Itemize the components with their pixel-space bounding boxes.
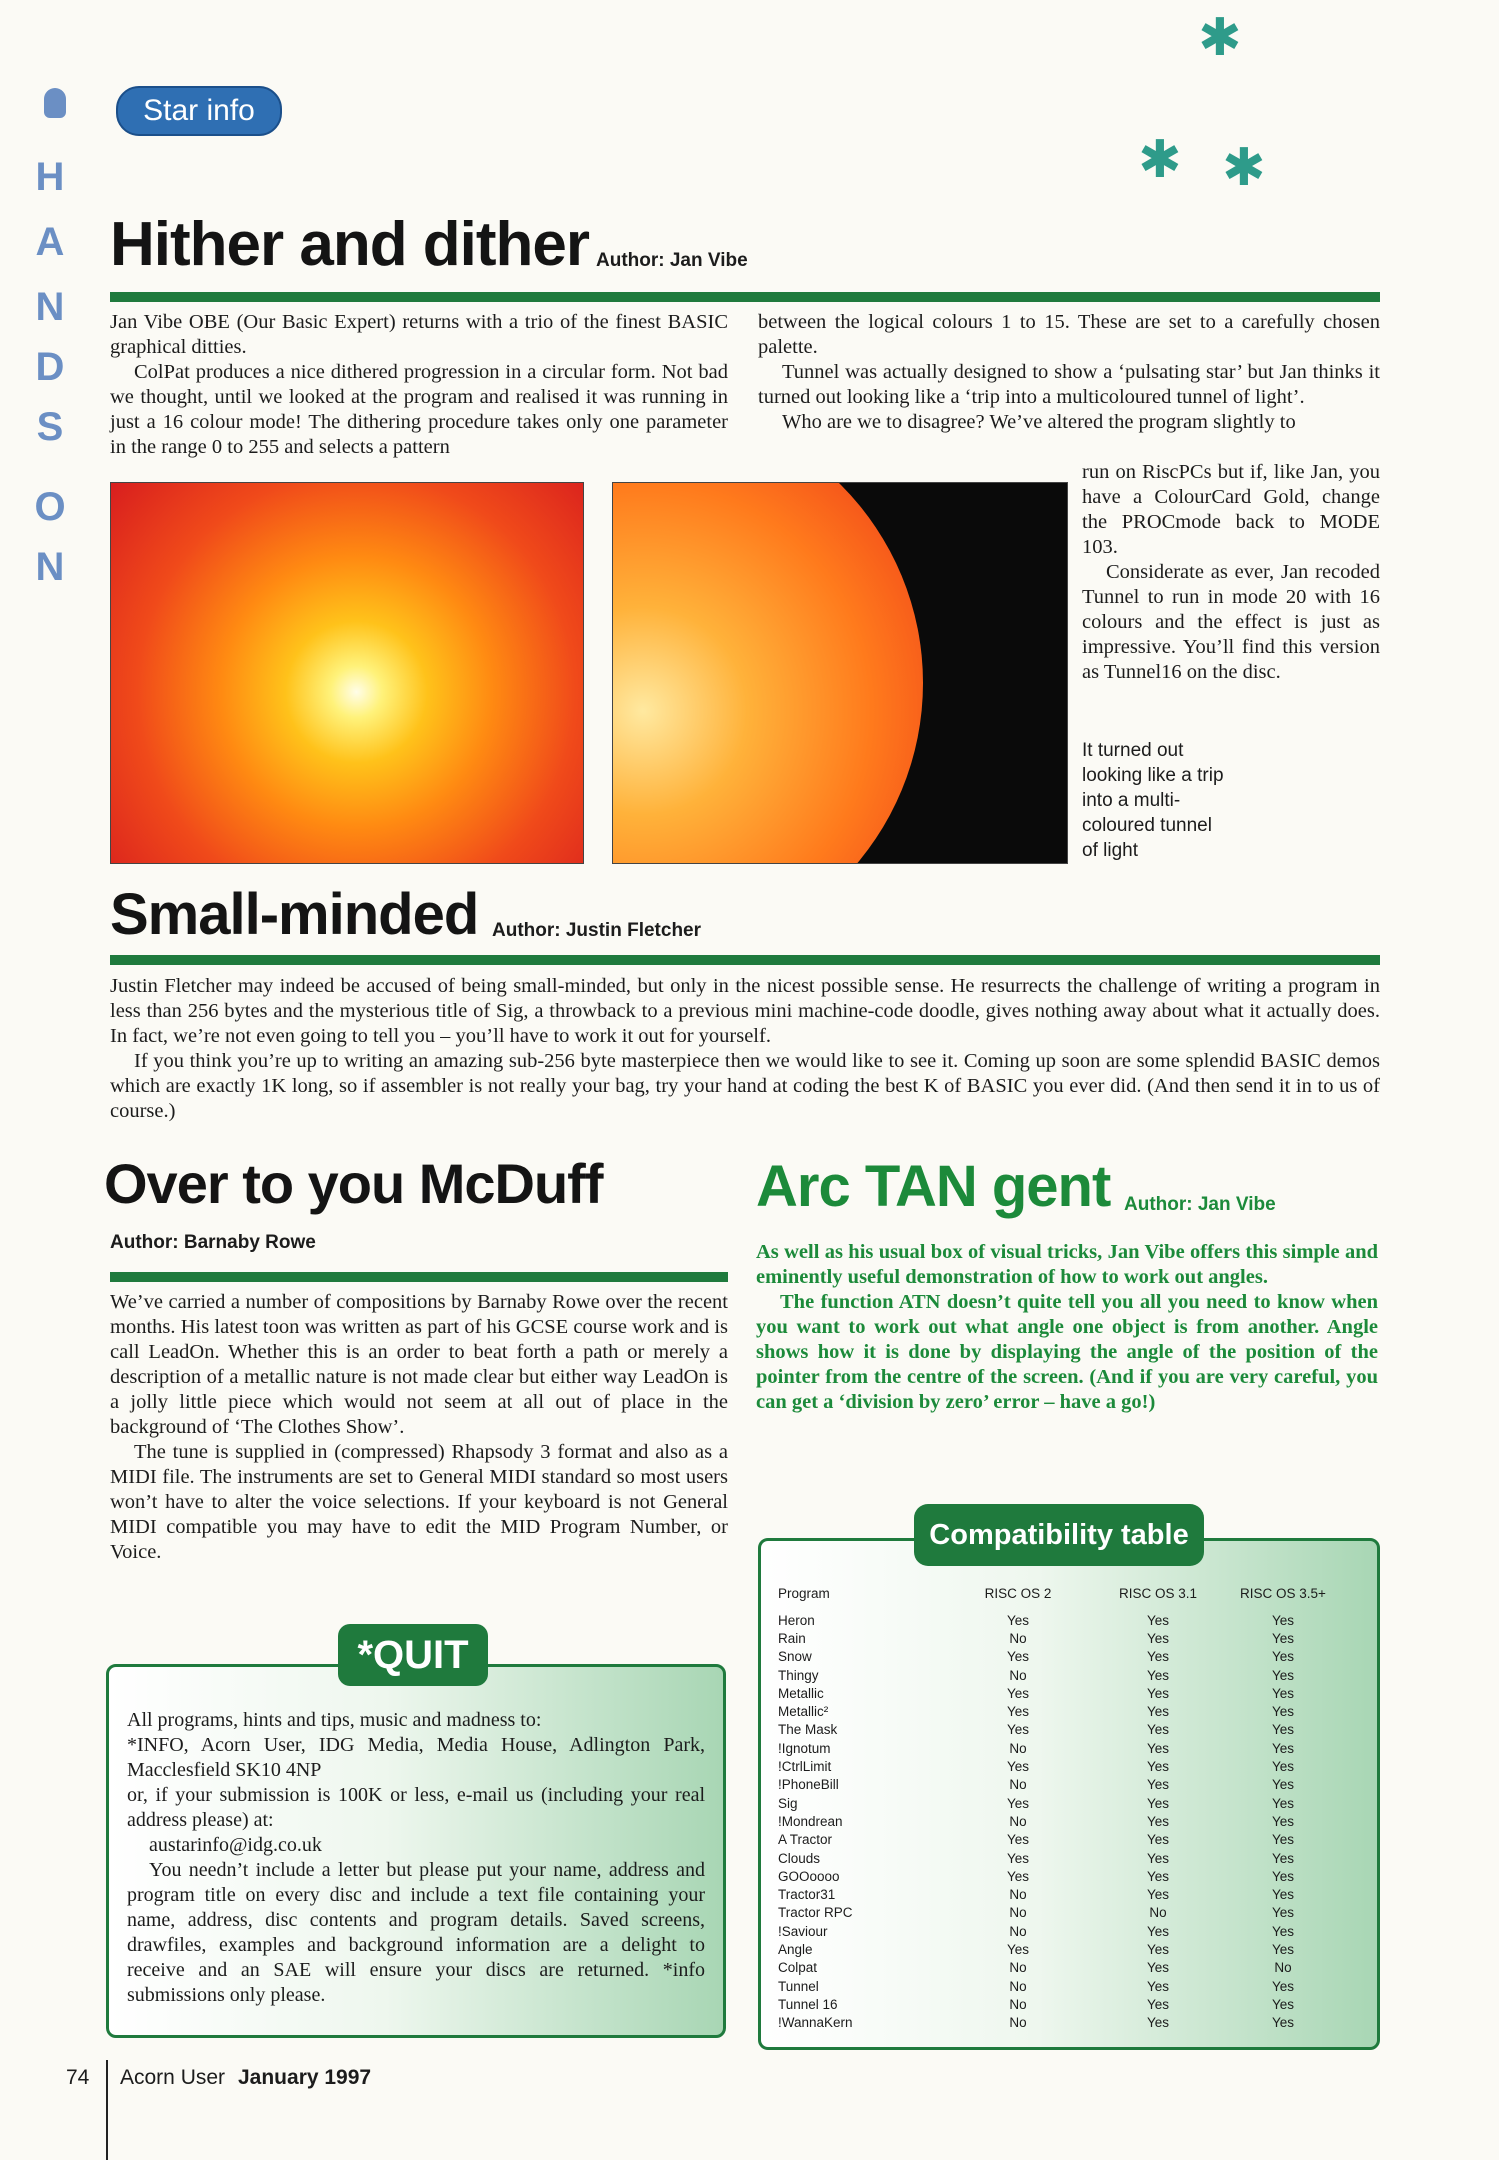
compat-value-cell: Yes xyxy=(1146,1685,1170,1701)
compat-value-cell: No xyxy=(1009,1667,1027,1683)
quit-line: All programs, hints and tips, music and madness to: xyxy=(127,1709,542,1731)
quit-address: *INFO, Acorn User, IDG Media, Media House, Adlington Park, Macclesfield SK10 4NP xyxy=(127,1734,705,1781)
compat-value-cell: Yes xyxy=(1271,1759,1295,1775)
article-title: Small-minded xyxy=(110,882,479,947)
compat-value-cell: Yes xyxy=(1006,1759,1030,1775)
divider xyxy=(110,955,1380,965)
compat-value-cell: Yes xyxy=(1006,1704,1030,1720)
program-name-cell: Metallic² xyxy=(778,1704,829,1720)
compat-value-cell: Yes xyxy=(1006,1612,1030,1628)
table-row xyxy=(778,1648,1338,1666)
program-name-cell: A Tractor xyxy=(778,1832,833,1848)
compat-value-cell: Yes xyxy=(1146,1978,1170,1994)
compat-value-cell: Yes xyxy=(1006,1832,1030,1848)
paragraph: As well as his usual box of visual tricks, Jan Vibe offers this simple and eminently useful demonstration of how to work out angles. xyxy=(756,1241,1378,1288)
compat-value-cell: Yes xyxy=(1271,1795,1295,1811)
compat-value-cell: Yes xyxy=(1271,1832,1295,1848)
article-title: Over to you McDuff xyxy=(104,1152,603,1215)
compat-value-cell: Yes xyxy=(1146,1868,1170,1884)
table-row xyxy=(778,1831,1338,1849)
star-icon: ✱ xyxy=(1198,8,1242,68)
compat-value-cell: No xyxy=(1149,1905,1167,1921)
table-row xyxy=(778,1885,1338,1903)
article-body-col2 xyxy=(758,310,1380,435)
compat-value-cell: Yes xyxy=(1006,1649,1030,1665)
compat-value-cell: Yes xyxy=(1271,1887,1295,1903)
compat-value-cell: Yes xyxy=(1006,1722,1030,1738)
column-header: Program xyxy=(778,1586,830,1601)
table-row xyxy=(778,1702,1338,1720)
compat-value-cell: Yes xyxy=(1146,1960,1170,1976)
table-row xyxy=(778,1867,1338,1885)
compat-value-cell: No xyxy=(1009,1813,1027,1829)
table-row xyxy=(778,1757,1338,1775)
compat-value-cell: No xyxy=(1009,1996,1027,2012)
paragraph: between the logical colours 1 to 15. These are set to a carefully chosen palette. xyxy=(758,311,1380,358)
program-name-cell: Colpat xyxy=(778,1960,818,1976)
article-title: Arc TAN gent xyxy=(756,1154,1111,1219)
compat-value-cell: Yes xyxy=(1146,2015,1170,2031)
compat-value-cell: Yes xyxy=(1146,1795,1170,1811)
compat-value-cell: No xyxy=(1009,1960,1027,1976)
program-name-cell: !CtrlLimit xyxy=(778,1759,832,1775)
table-row xyxy=(778,1959,1338,1977)
program-name-cell: Rain xyxy=(778,1630,806,1646)
paragraph: run on RiscPCs but if, like Jan, you have a ColourCard Gold, change the PROCmode back to MODE 103. xyxy=(1082,461,1380,558)
divider xyxy=(110,1272,728,1282)
table-row xyxy=(778,1666,1338,1684)
compat-value-cell: Yes xyxy=(1146,1649,1170,1665)
magazine-name: Acorn User xyxy=(120,2066,226,2089)
compat-value-cell: Yes xyxy=(1146,1887,1170,1903)
compat-value-cell: Yes xyxy=(1271,1996,1295,2012)
table-row xyxy=(778,1684,1338,1702)
column-header: RISC OS 2 xyxy=(984,1586,1052,1601)
footer-rule xyxy=(106,2060,108,2160)
compat-value-cell: Yes xyxy=(1006,1868,1030,1884)
quit-line: You needn’t include a letter but please put your name, address and program title on every disc and include a text file containing your name, address, disc contents and program details. Saved screens, drawfiles, examples and background information are a delight to receive and an SAE will ensure your discs are returned. *info submissions only please. xyxy=(127,1859,705,2006)
quit-label: *QUIT xyxy=(338,1624,488,1686)
column-header: RISC OS 3.5+ xyxy=(1240,1586,1326,1601)
table-row xyxy=(778,1904,1338,1922)
program-name-cell: Sig xyxy=(778,1795,798,1811)
compat-value-cell: Yes xyxy=(1271,1905,1295,1921)
side-label-letter: N xyxy=(35,545,65,589)
compat-value-cell: Yes xyxy=(1146,1832,1170,1848)
program-name-cell: The Mask xyxy=(778,1722,838,1738)
quit-email[interactable]: austarinfo@idg.co.uk xyxy=(149,1834,322,1856)
paragraph: We’ve carried a number of compositions by Barnaby Rowe over the recent months. His latest toon was written as part of his GCSE course work and is call LeadOn. Whether this is an order to beat forth a path or merely a description of a metallic nature is not made clear but either way LeadOn is a jolly little piece which would not seem at all out of place in the background of ‘The Clothes Show’. xyxy=(110,1291,728,1438)
compat-value-cell: Yes xyxy=(1271,1630,1295,1646)
compat-value-cell: Yes xyxy=(1006,1795,1030,1811)
table-row xyxy=(778,1611,1338,1629)
compat-value-cell: Yes xyxy=(1271,1704,1295,1720)
program-name-cell: !Mondrean xyxy=(778,1813,843,1829)
article-body xyxy=(110,974,1380,1124)
colpat-screenshot xyxy=(110,482,584,864)
article-body xyxy=(110,1290,728,1565)
compat-value-cell: Yes xyxy=(1006,1850,1030,1866)
side-label-letter: D xyxy=(35,345,65,389)
article-title: Hither and dither xyxy=(110,210,590,279)
article-body xyxy=(756,1240,1378,1415)
compat-table-wrap xyxy=(778,1586,1338,2032)
program-name-cell: !PhoneBill xyxy=(778,1777,839,1793)
compat-value-cell: Yes xyxy=(1146,1923,1170,1939)
article-author: Author: Jan Vibe xyxy=(1124,1194,1276,1215)
paragraph: Justin Fletcher may indeed be accused of being small-minded, but only in the nicest possible sense. He resurrects the challenge of writing a program in less than 256 bytes and the mysterious title of Sig, a throwback to a previous mini machine-code doodle, gives nothing away about what it actually does. In fact, we’re not even going to tell you – you’ll have to work it out for yourself. xyxy=(110,975,1380,1047)
divider xyxy=(110,292,1380,302)
side-label-letter: A xyxy=(35,220,65,264)
compat-value-cell: No xyxy=(1009,1630,1027,1646)
program-name-cell: !Saviour xyxy=(778,1923,828,1939)
table-row xyxy=(778,2014,1338,2032)
article-author: Author: Justin Fletcher xyxy=(492,920,702,941)
compat-value-cell: Yes xyxy=(1006,1685,1030,1701)
table-row xyxy=(778,1940,1338,1958)
compat-value-cell: Yes xyxy=(1271,1667,1295,1683)
program-name-cell: Tunnel xyxy=(778,1978,819,1994)
compat-value-cell: No xyxy=(1009,2015,1027,2031)
program-name-cell: Heron xyxy=(778,1612,815,1628)
compat-title: Compatibility table xyxy=(914,1504,1204,1566)
program-name-cell: Thingy xyxy=(778,1667,819,1683)
compat-value-cell: No xyxy=(1009,1740,1027,1756)
compat-value-cell: Yes xyxy=(1271,1649,1295,1665)
compat-value-cell: Yes xyxy=(1146,1612,1170,1628)
program-name-cell: Metallic xyxy=(778,1685,824,1701)
side-label-letter: O xyxy=(34,485,66,529)
compat-value-cell: No xyxy=(1009,1923,1027,1939)
compat-table xyxy=(778,1586,1338,2032)
program-name-cell: Tunnel 16 xyxy=(778,1996,838,2012)
program-name-cell: Angle xyxy=(778,1941,813,1957)
program-name-cell: Clouds xyxy=(778,1850,821,1866)
table-row xyxy=(778,1794,1338,1812)
page-number: 74 xyxy=(66,2066,90,2089)
compat-value-cell: Yes xyxy=(1006,1941,1030,1957)
table-row xyxy=(778,1629,1338,1647)
program-name-cell: !WannaKern xyxy=(778,2015,853,2031)
compat-value-cell: Yes xyxy=(1146,1850,1170,1866)
article-author: Author: Jan Vibe xyxy=(596,250,748,271)
compat-value-cell: Yes xyxy=(1146,1777,1170,1793)
compat-value-cell: Yes xyxy=(1271,1612,1295,1628)
table-row xyxy=(778,1812,1338,1830)
quit-content xyxy=(127,1708,705,2008)
quit-line: or, if your submission is 100K or less, e-mail us (including your real address please) at: xyxy=(127,1784,705,1831)
compat-value-cell: Yes xyxy=(1146,1759,1170,1775)
compat-value-cell: Yes xyxy=(1271,1868,1295,1884)
program-name-cell: Snow xyxy=(778,1649,812,1665)
table-row xyxy=(778,1977,1338,1995)
paragraph: If you think you’re up to writing an amazing sub-256 byte masterpiece then we would like to see it. Coming up soon are some splendid BASIC demos which are exactly 1K long, so if assembler is not really your bag, try your hand at coding the best K of BASIC you ever did. (And then send it in to us of course.) xyxy=(110,1050,1380,1122)
image-caption: It turned out looking like a trip into a multi-coloured tunnel of light xyxy=(1082,740,1224,861)
article-author: Author: Barnaby Rowe xyxy=(110,1232,316,1253)
compat-value-cell: No xyxy=(1009,1978,1027,1994)
tunnel-screenshot xyxy=(612,482,1068,864)
side-label-letter: H xyxy=(35,155,65,199)
compat-value-cell: Yes xyxy=(1271,1978,1295,1994)
article-body-col3 xyxy=(1082,460,1380,685)
compat-value-cell: No xyxy=(1009,1905,1027,1921)
compat-value-cell: Yes xyxy=(1271,1923,1295,1939)
compat-value-cell: Yes xyxy=(1146,1630,1170,1646)
paragraph: Tunnel was actually designed to show a ‘pulsating star’ but Jan thinks it turned out looking like a ‘trip into a multicoloured tunnel of light’. xyxy=(758,361,1380,408)
table-row xyxy=(778,1995,1338,2013)
table-row xyxy=(778,1849,1338,1867)
compat-value-cell: Yes xyxy=(1146,1740,1170,1756)
table-row xyxy=(778,1739,1338,1757)
compat-value-cell: Yes xyxy=(1146,1941,1170,1957)
compat-value-cell: Yes xyxy=(1271,1850,1295,1866)
article-body-col1 xyxy=(110,310,728,460)
compat-value-cell: Yes xyxy=(1271,1722,1295,1738)
compat-value-cell: Yes xyxy=(1271,1941,1295,1957)
table-row xyxy=(778,1922,1338,1940)
table-header-row xyxy=(778,1586,1338,1611)
section-tag: Star info xyxy=(116,86,282,136)
compat-value-cell: Yes xyxy=(1146,1996,1170,2012)
compat-value-cell: Yes xyxy=(1271,2015,1295,2031)
paragraph: Who are we to disagree? We’ve altered the program slightly to xyxy=(782,411,1296,433)
paragraph: ColPat produces a nice dithered progression in a circular form. Not bad we thought, until we looked at the program and realised it was running in just a 16 colour mode! The dithering procedure takes only one parameter in the range 0 to 255 and selects a pattern xyxy=(110,361,728,458)
compat-value-cell: Yes xyxy=(1146,1704,1170,1720)
program-name-cell: Tractor RPC xyxy=(778,1905,853,1921)
compat-value-cell: Yes xyxy=(1271,1813,1295,1829)
issue-date: January 1997 xyxy=(238,2066,372,2089)
side-label-letter: N xyxy=(35,285,65,329)
table-row xyxy=(778,1776,1338,1794)
compat-value-cell: Yes xyxy=(1146,1667,1170,1683)
paragraph: Considerate as ever, Jan recoded Tunnel to run in mode 20 with 16 colours and the effect is just as impressive. You’ll find this version as Tunnel16 on the disc. xyxy=(1082,561,1380,683)
program-name-cell: !Ignotum xyxy=(778,1740,831,1756)
program-name-cell: Tractor31 xyxy=(778,1887,836,1903)
compat-value-cell: Yes xyxy=(1271,1740,1295,1756)
compat-value-cell: No xyxy=(1009,1777,1027,1793)
paragraph: The function ATN doesn’t quite tell you all you need to know when you want to work out what angle one object is from another. Angle shows how it is done by displaying the angle of the position of the pointer from the centre of the screen. (And if you are very careful, you can get a ‘division by zero’ error – have a go!) xyxy=(756,1291,1378,1413)
side-label-letter: S xyxy=(36,405,64,449)
column-header: RISC OS 3.1 xyxy=(1118,1586,1198,1601)
bulb-icon xyxy=(44,88,66,118)
compat-value-cell: No xyxy=(1009,1887,1027,1903)
compat-value-cell: Yes xyxy=(1271,1777,1295,1793)
program-name-cell: GOOoooo xyxy=(778,1868,840,1884)
paragraph: The tune is supplied in (compressed) Rhapsody 3 format and also as a MIDI file. The instruments are set to General MIDI standard so most users won’t have to alter the voice selections. If your keyboard is not General MIDI compatible you may have to edit the MID Program Number, or Voice. xyxy=(110,1441,728,1563)
compat-value-cell: Yes xyxy=(1271,1685,1295,1701)
compat-table-body xyxy=(778,1611,1338,2032)
star-icon: ✱ xyxy=(1138,130,1182,190)
compat-value-cell: Yes xyxy=(1146,1722,1170,1738)
compat-value-cell: Yes xyxy=(1146,1813,1170,1829)
star-icon: ✱ xyxy=(1222,138,1266,198)
paragraph: Jan Vibe OBE (Our Basic Expert) returns with a trio of the finest BASIC graphical ditties. xyxy=(110,311,728,358)
compat-value-cell: No xyxy=(1274,1960,1292,1976)
table-row xyxy=(778,1721,1338,1739)
